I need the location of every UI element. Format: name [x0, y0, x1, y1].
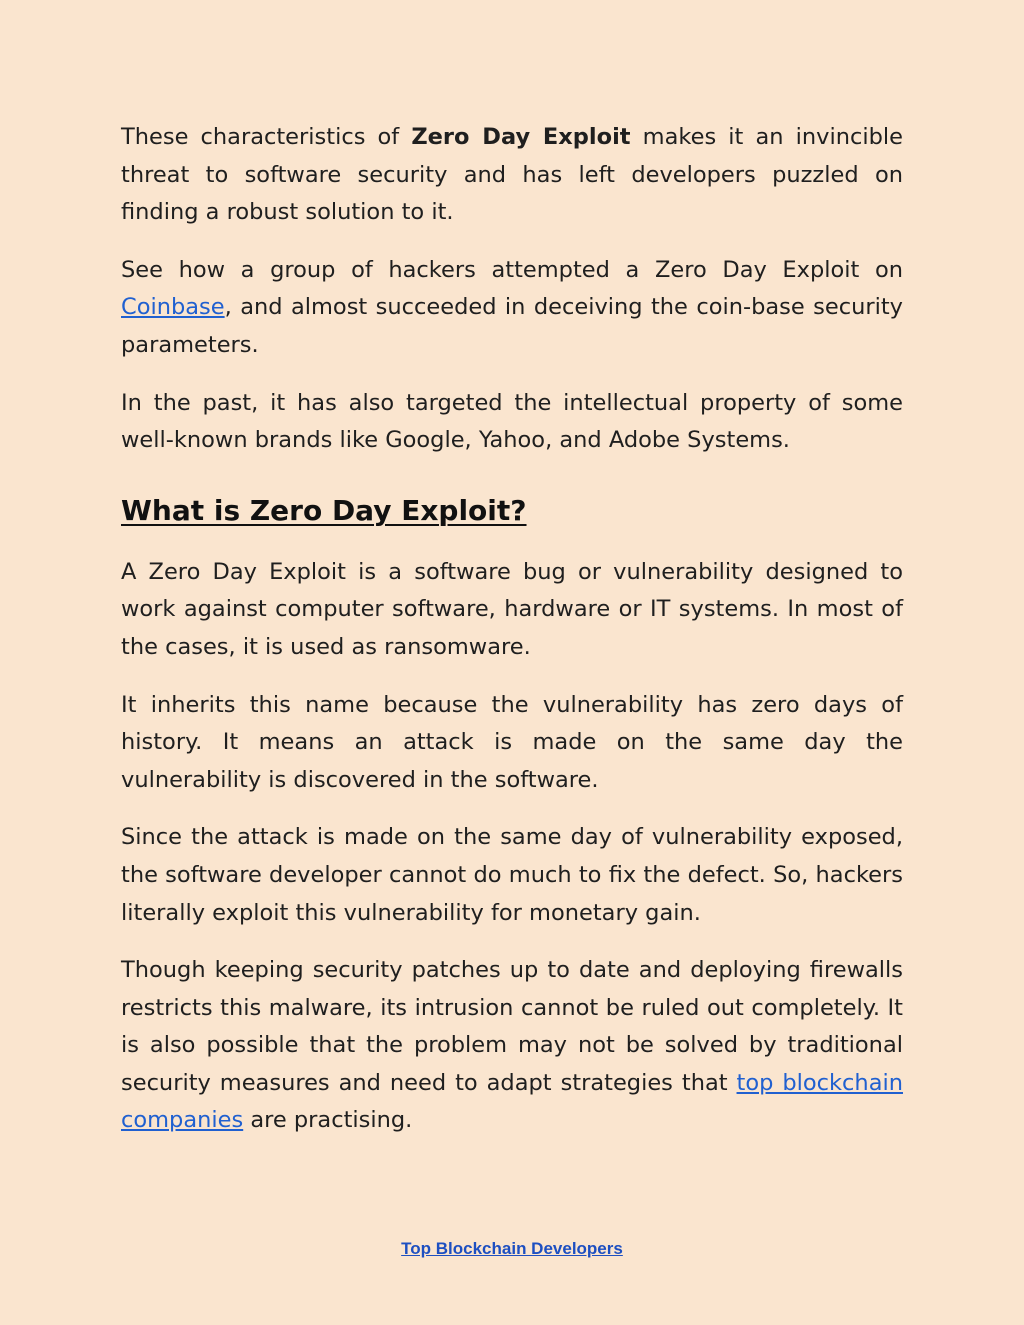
- paragraph-same-day-attack: Since the attack is made on the same day of vulnerability exposed, the software developer cannot do much to fix the defect. So, hackers literally exploit this vulnerability for monetary gain.: [121, 824, 903, 926]
- section-heading: What is Zero Day Exploit?: [121, 493, 527, 527]
- paragraph-past-targets: In the past, it has also targeted the intellectual property of some well-known brands like Google, Yahoo, and Adobe Systems.: [121, 389, 903, 454]
- paragraph-text: See how a group of hackers attempted a Zero Day Exploit on: [121, 256, 903, 283]
- bold-term-zero-day-exploit: Zero Day Exploit: [411, 124, 631, 150]
- paragraph-text: makes it an invincible threat to software security and has left developers puzzled on finding a robust solution to it.: [121, 124, 903, 226]
- paragraph-text: are practising.: [243, 1107, 413, 1134]
- footer-link-top-blockchain-developers[interactable]: Top Blockchain Developers: [401, 1239, 623, 1258]
- paragraph-name-origin: It inherits this name because the vulnerability has zero days of history. It means an attack is made on the same day the vulnerability is discovered in the software.: [121, 691, 903, 793]
- paragraph-characteristics: [121, 119, 903, 232]
- paragraph-text: These characteristics of: [121, 124, 412, 150]
- paragraph-coinbase: [121, 252, 903, 365]
- paragraph-definition: A Zero Day Exploit is a software bug or vulnerability designed to work against computer software, hardware or IT systems. In most of the cases, it is used as ransomware.: [121, 558, 903, 660]
- paragraph-text: Though keeping security patches up to date and deploying firewalls restricts this malware, its intrusion cannot be ruled out completely. It is also possible that the problem may not be solved by traditional security measures and need to adapt strategies that: [121, 957, 903, 1096]
- coinbase-link[interactable]: Coinbase: [121, 294, 225, 321]
- page-footer: [0, 1239, 1024, 1259]
- paragraph-mitigation: [121, 952, 903, 1140]
- paragraph-text: , and almost succeeded in deceiving the coin-base security parameters.: [121, 294, 903, 358]
- document-body: [121, 119, 903, 1140]
- top-blockchain-companies-link[interactable]: top blockchain companies: [121, 1069, 903, 1134]
